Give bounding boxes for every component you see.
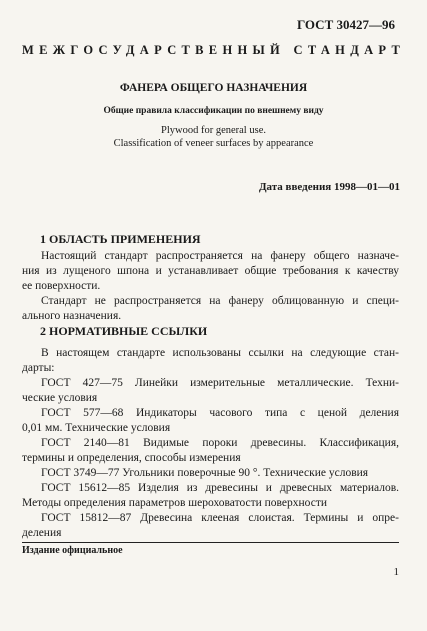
section-1-heading: 1 ОБЛАСТЬ ПРИМЕНЕНИЯ [40, 232, 201, 246]
effective-date: Дата введения 1998—01—01 [258, 181, 400, 193]
reference-line: деления [22, 527, 62, 539]
section-1-body [22, 249, 399, 324]
section-2-body [22, 346, 399, 541]
footer-divider [22, 542, 399, 543]
document-subtitle-english: Classification of veneer surfaces by appearance [113, 138, 314, 149]
page-number: 1 [393, 566, 399, 578]
official-edition-note: Издание официальное [22, 545, 123, 556]
reference-line: ГОСТ 427—75 Линейки измерительные металлические. Техни- [41, 377, 399, 389]
document-subtitle: Общие правила классификации по внешнему виду [103, 106, 324, 116]
reference-line: термины и определения, способы измерения [22, 452, 241, 464]
reference-line: ГОСТ 2140—81 Видимые пороки древесины. Классификация, [41, 437, 399, 449]
body-line: Стандарт не распространяется на фанеру облицованную и специ- [41, 295, 399, 307]
standard-banner: МЕЖГОСУДАРСТВЕННЫЙ СТАНДАРТ [22, 43, 406, 57]
body-line: ния из лущеного шпона и устанавливает общие требования к качеству [22, 265, 399, 277]
body-line: ального назначения. [22, 310, 122, 322]
reference-line: ГОСТ 577—68 Индикаторы часового типа с ценой деления [41, 407, 399, 419]
reference-line: ГОСТ 3749—77 Угольники поверочные 90 °. Технические условия [41, 467, 369, 479]
reference-line: ческие условия [22, 392, 98, 404]
body-line: В настоящем стандарте использованы ссылки на следующие стан- [41, 347, 399, 359]
standard-code: ГОСТ 30427—96 [296, 17, 395, 32]
reference-line: ГОСТ 15812—87 Древесина клееная слоистая. Термины и опре- [41, 512, 399, 524]
body-line: ее поверхности. [22, 280, 101, 292]
section-2-heading: 2 НОРМАТИВНЫЕ ССЫЛКИ [40, 324, 208, 338]
document-title-english: Plywood for general use. [161, 125, 266, 136]
body-line: Настоящий стандарт распространяется на фанеру общего назначе- [41, 250, 399, 262]
body-line: дарты: [22, 362, 55, 374]
reference-line: 0,01 мм. Технические условия [22, 422, 171, 434]
reference-line: ГОСТ 15612—85 Изделия из древесины и древесных материалов. [41, 482, 399, 494]
document-title: ФАНЕРА ОБЩЕГО НАЗНАЧЕНИЯ [119, 82, 308, 94]
reference-line: Методы определения параметров шероховатости поверхности [22, 497, 328, 509]
